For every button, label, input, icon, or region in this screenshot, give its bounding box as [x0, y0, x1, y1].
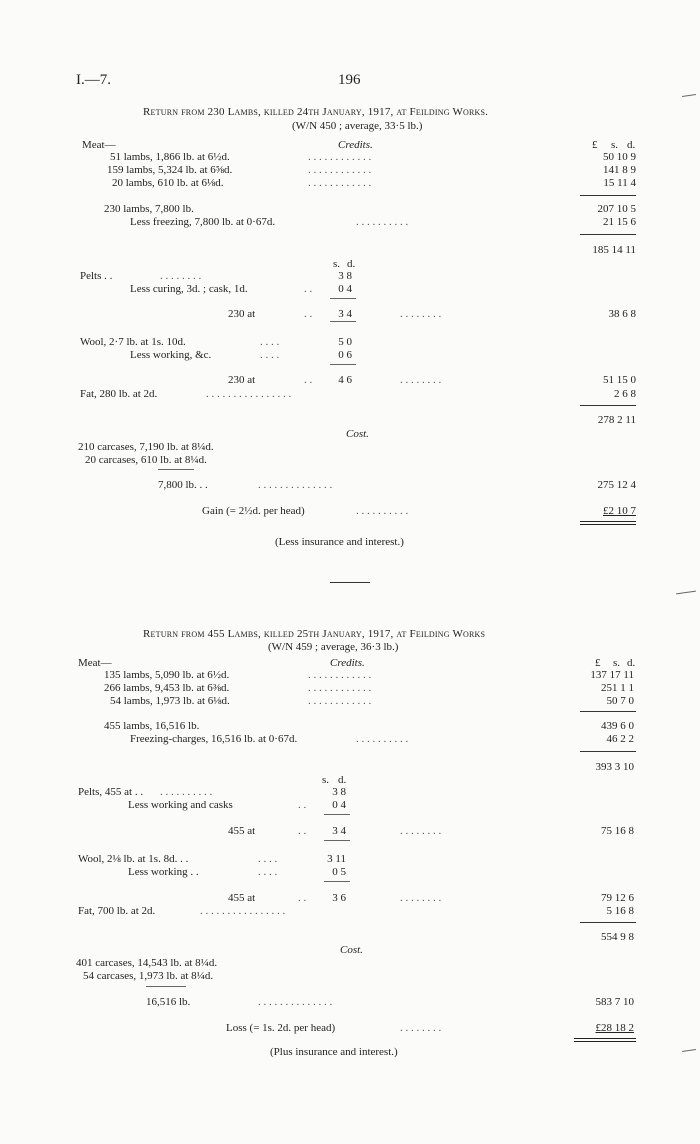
wool-amount: 51 15 0 — [603, 374, 636, 386]
cost-row-label: 54 carcases, 1,973 lb. at 8¼d. — [83, 970, 214, 982]
sd-rule — [324, 814, 350, 815]
fat-amount: 5 16 8 — [606, 905, 634, 917]
leader-dots: . . . . . . . . — [400, 308, 442, 320]
cost-total-amount: 275 12 4 — [597, 479, 636, 491]
pounds-column-header: £ — [595, 657, 601, 669]
pelts-amount: 75 16 8 — [601, 825, 634, 837]
cost-total-label: 16,516 lb. — [146, 996, 191, 1008]
pelts-amount: 38 6 8 — [608, 308, 636, 320]
margin-mark — [676, 591, 696, 595]
leader-dots: . . — [298, 799, 307, 811]
credits-total-amount: 554 9 8 — [601, 931, 634, 943]
less-freezing-label: Less freezing, 7,800 lb. at 0·67d. — [130, 216, 276, 228]
meat-label: Meat— — [82, 139, 116, 151]
document-reference: I.—7. — [76, 72, 111, 88]
section-title: Return from 230 Lambs, killed 24th January, 1917, at Feilding Works. — [143, 106, 489, 118]
pelts-at-sd: 3 4 — [332, 825, 346, 837]
leader-dots: . . . . . . . . — [400, 892, 442, 904]
leader-dots: . . — [304, 283, 313, 295]
pence-column-header: d. — [627, 139, 636, 151]
leader-dots: . . . . . . . . . . . . — [308, 151, 372, 163]
leader-dots: . . . . . . . . — [160, 270, 202, 282]
leader-dots: . . . . — [258, 866, 278, 878]
leader-dots: . . — [304, 308, 313, 320]
sd-pence-header: d. — [338, 774, 347, 786]
section-subtitle: (W/N 459 ; average, 36·3 lb.) — [268, 641, 399, 653]
leader-dots: . . . . . . . . . . — [356, 216, 409, 228]
pelts-label: Pelts, 455 at . . — [78, 786, 144, 798]
meat-row-amount: 251 1 1 — [601, 682, 634, 694]
leader-dots: . . . . . . . . — [400, 825, 442, 837]
leader-dots: . . . . — [258, 853, 278, 865]
cost-heading: Cost. — [340, 944, 363, 956]
wool-label: Wool, 2⅛ lb. at 1s. 8d. . . — [78, 853, 189, 865]
fat-label: Fat, 700 lb. at 2d. — [78, 905, 156, 917]
less-curing-label: Less curing, 3d. ; cask, 1d. — [130, 283, 248, 295]
subtotal-rule — [580, 711, 636, 712]
pelts-at-sd: 3 4 — [338, 308, 352, 320]
sd-rule — [324, 881, 350, 882]
section-title: Return from 455 Lambs, killed 25th January, 1917, at Feilding Works — [143, 628, 486, 640]
sd-shillings-header: s. — [322, 774, 330, 786]
leader-dots: . . . . . . . . . . . . — [308, 164, 372, 176]
result-label: Gain (= 2½d. per head) — [202, 505, 305, 517]
section-subtitle: (W/N 450 ; average, 33·5 lb.) — [292, 120, 423, 132]
leader-dots: . . — [298, 892, 307, 904]
less-working-label: Less working . . — [128, 866, 199, 878]
total-lambs-label: 455 lambs, 16,516 lb. — [104, 720, 200, 732]
total-lambs-amount: 439 6 0 — [601, 720, 634, 732]
meat-row-label: 51 lambs, 1,866 lb. at 6½d. — [110, 151, 230, 163]
leader-dots: . . . . — [260, 349, 280, 361]
sd-rule — [330, 321, 356, 322]
page-number: 196 — [338, 72, 361, 88]
leader-dots: . . . . . . . . . . . . — [308, 669, 372, 681]
leader-dots: . . . . . . . . . . . . . . — [258, 479, 333, 491]
leader-dots: . . . . . . . . . . — [356, 733, 409, 745]
double-rule — [580, 521, 636, 525]
leader-dots: . . . . . . . . — [400, 374, 442, 386]
leader-dots: . . . . . . . . . . . . . . . . — [206, 388, 292, 400]
leader-dots: . . . . . . . . . . . . — [308, 695, 372, 707]
sd-rule — [330, 298, 356, 299]
pelts-at-label: 230 at — [228, 308, 256, 320]
cost-row-label: 401 carcases, 14,543 lb. at 8¼d. — [76, 957, 218, 969]
wool-sd: 3 11 — [327, 853, 346, 865]
less-working-sd: 0 6 — [338, 349, 352, 361]
pelts-sd: 3 8 — [338, 270, 352, 282]
sd-shillings-header: s. — [333, 258, 341, 270]
less-curing-sd: 0 4 — [332, 799, 346, 811]
leader-dots: . . . . . . . . . . . . . . . . — [200, 905, 286, 917]
sd-rule — [324, 840, 350, 841]
meat-row-label: 159 lambs, 5,324 lb. at 6⅝d. — [107, 164, 233, 176]
subtotal-rule — [580, 922, 636, 923]
less-working-label: Less working, &c. — [130, 349, 212, 361]
leader-dots: . . . . . . . . . . — [160, 786, 213, 798]
net-meat-amount: 185 14 11 — [592, 244, 636, 256]
leader-dots: . . — [298, 825, 307, 837]
leader-dots: . . . . . . . . . . — [356, 505, 409, 517]
pelts-label: Pelts . . — [80, 270, 113, 282]
pelts-sd: 3 8 — [332, 786, 346, 798]
wool-at-sd: 4 6 — [338, 374, 352, 386]
less-curing-label: Less working and casks — [128, 799, 233, 811]
shillings-column-header: s. — [613, 657, 621, 669]
leader-dots: . . . . . . . . . . . . — [308, 177, 372, 189]
leader-dots: . . . . . . . . — [400, 1022, 442, 1034]
margin-mark — [682, 1049, 696, 1052]
less-curing-sd: 0 4 — [338, 283, 352, 295]
credits-heading: Credits. — [338, 139, 373, 151]
pelts-at-label: 455 at — [228, 825, 256, 837]
credits-total-amount: 278 2 11 — [597, 414, 636, 426]
double-rule — [574, 1038, 636, 1042]
pounds-column-header: £ — [592, 139, 598, 151]
meat-row-amount: 50 10 9 — [603, 151, 636, 163]
net-meat-amount: 393 3 10 — [595, 761, 634, 773]
cost-total-amount: 583 7 10 — [595, 996, 634, 1008]
result-amount: £28 18 2 — [595, 1022, 634, 1034]
cost-rule — [158, 469, 194, 470]
less-freezing-amount: 21 15 6 — [603, 216, 636, 228]
shillings-column-header: s. — [611, 139, 619, 151]
wool-sd: 5 0 — [338, 336, 352, 348]
result-amount: £2 10 7 — [603, 505, 636, 517]
meat-row-label: 54 lambs, 1,973 lb. at 6⅛d. — [110, 695, 230, 707]
cost-heading: Cost. — [346, 428, 369, 440]
cost-row-label: 20 carcases, 610 lb. at 8¼d. — [85, 454, 207, 466]
meat-row-label: 135 lambs, 5,090 lb. at 6½d. — [104, 669, 230, 681]
wool-label: Wool, 2·7 lb. at 1s. 10d. — [80, 336, 186, 348]
leader-dots: . . — [304, 374, 313, 386]
leader-dots: . . . . . . . . . . . . — [308, 682, 372, 694]
sd-rule — [330, 364, 356, 365]
leader-dots: . . . . — [260, 336, 280, 348]
meat-row-amount: 137 17 11 — [590, 669, 634, 681]
cost-row-label: 210 carcases, 7,190 lb. at 8¼d. — [78, 441, 214, 453]
section-divider — [330, 582, 370, 583]
wool-at-sd: 3 6 — [332, 892, 346, 904]
less-freezing-amount: 46 2 2 — [606, 733, 634, 745]
fat-label: Fat, 280 lb. at 2d. — [80, 388, 158, 400]
meat-row-amount: 50 7 0 — [606, 695, 634, 707]
less-freezing-label: Freezing-charges, 16,516 lb. at 0·67d. — [130, 733, 298, 745]
meat-label: Meat— — [78, 657, 112, 669]
pence-column-header: d. — [627, 657, 636, 669]
subtotal-rule — [580, 405, 636, 406]
cost-rule — [146, 986, 186, 987]
meat-row-amount: 15 11 4 — [603, 177, 636, 189]
section-note: (Less insurance and interest.) — [275, 536, 404, 548]
meat-row-label: 20 lambs, 610 lb. at 6⅛d. — [112, 177, 224, 189]
margin-mark — [682, 94, 696, 97]
fat-amount: 2 6 8 — [614, 388, 636, 400]
wool-at-label: 230 at — [228, 374, 256, 386]
meat-row-label: 266 lambs, 9,453 lb. at 6⅜d. — [104, 682, 230, 694]
subtotal-rule — [580, 751, 636, 752]
sd-pence-header: d. — [347, 258, 356, 270]
wool-amount: 79 12 6 — [601, 892, 634, 904]
credits-heading: Credits. — [330, 657, 365, 669]
less-working-sd: 0 5 — [332, 866, 346, 878]
cost-total-label: 7,800 lb. . . — [158, 479, 208, 491]
total-lambs-label: 230 lambs, 7,800 lb. — [104, 203, 194, 215]
wool-at-label: 455 at — [228, 892, 256, 904]
section-note: (Plus insurance and interest.) — [270, 1046, 398, 1058]
result-label: Loss (= 1s. 2d. per head) — [226, 1022, 336, 1034]
leader-dots: . . . . . . . . . . . . . . — [258, 996, 333, 1008]
subtotal-rule — [580, 195, 636, 196]
meat-row-amount: 141 8 9 — [603, 164, 636, 176]
subtotal-rule — [580, 234, 636, 235]
total-lambs-amount: 207 10 5 — [597, 203, 636, 215]
